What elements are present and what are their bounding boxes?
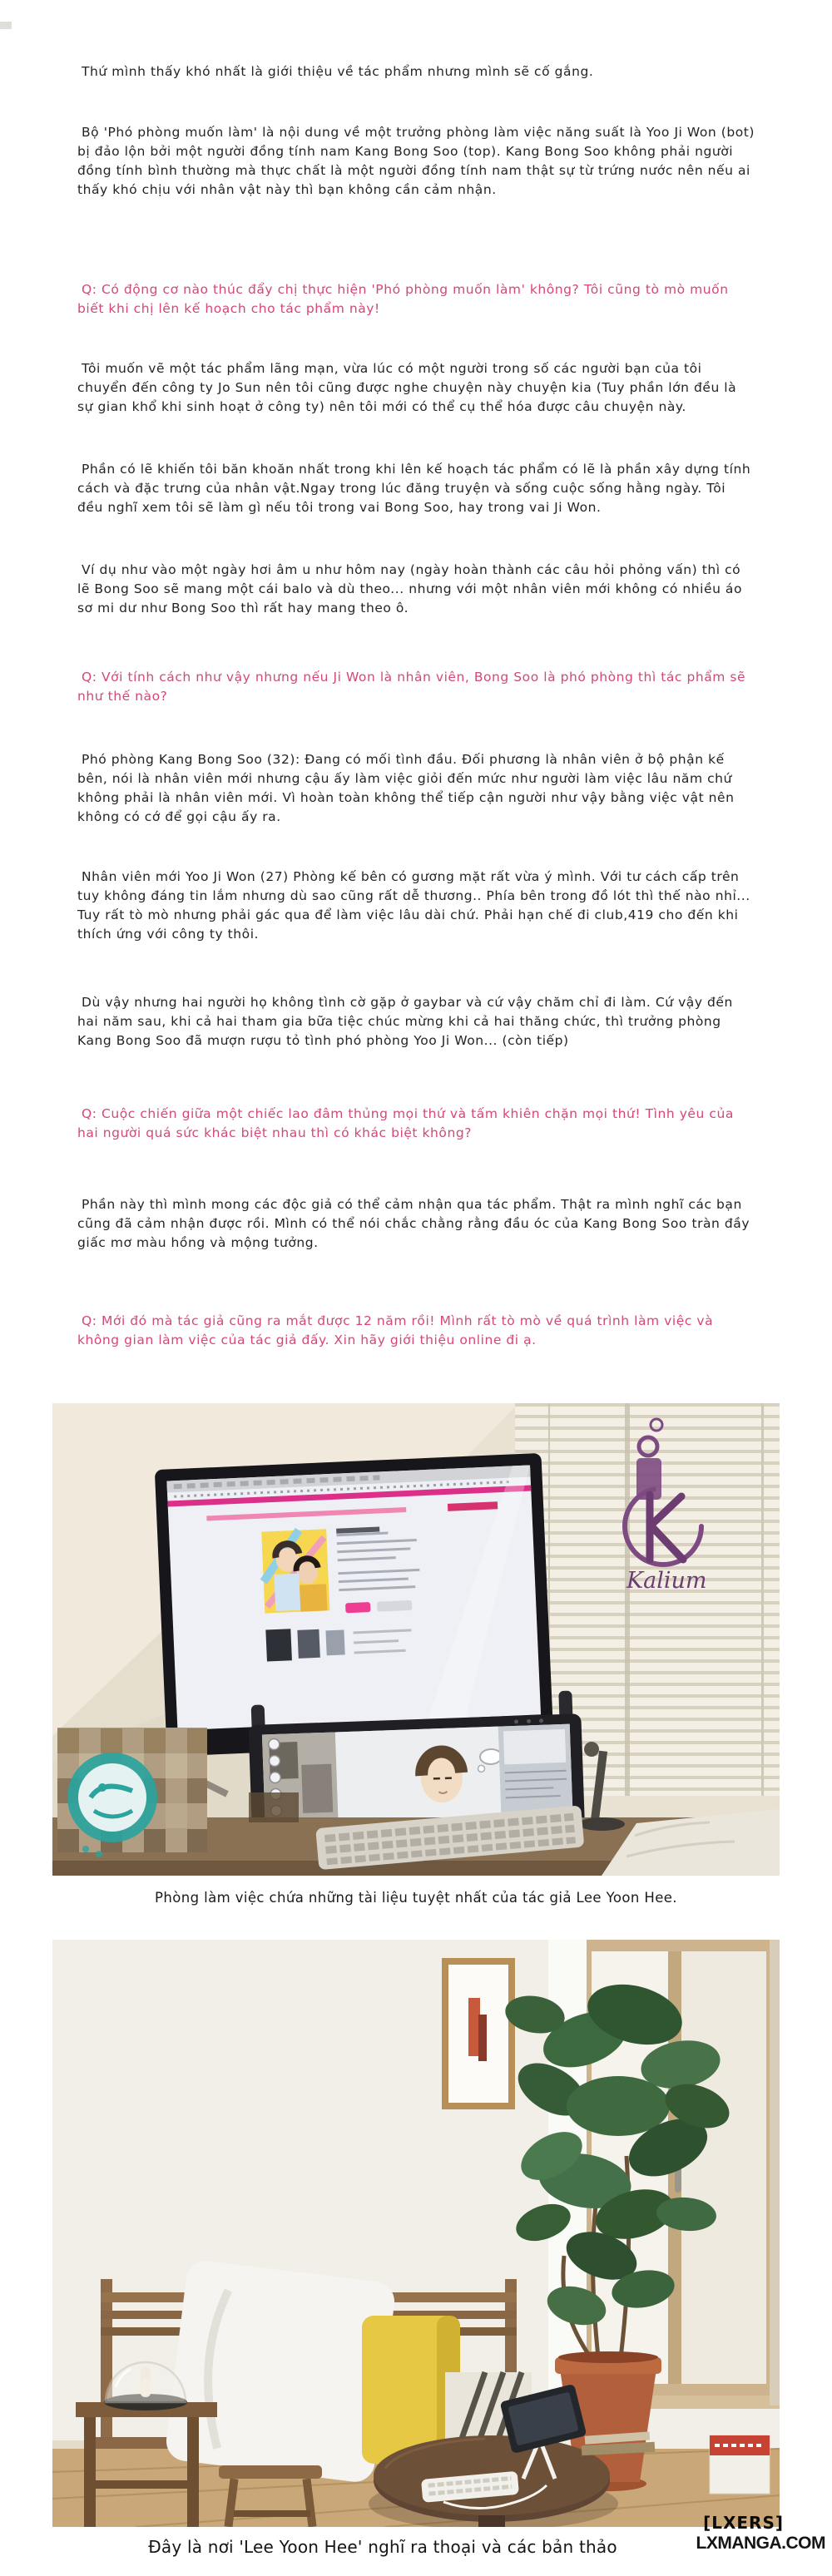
answer-paragraph-7: Nhân viên mới Yoo Ji Won (27) Phòng kế bên có gương mặt rất vừa ý mình. Với tư cách cấp trên tuy không đáng tin lắm nhưng dù sao cũng rất dễ thương.. Phía bên trong đồ lót thì thế nào nhỉ... Tuy rất tò mò nhưng phải gác qua để làm việc lâu dài chứ. Phải hạn chế đi club,419 cho đến khi thích ứng với công ty thôi.: [77, 869, 750, 942]
answer-paragraph-3: Tôi muốn vẽ một tác phẩm lãng mạn, vừa lúc có một người trong số các người bạn của tôi chuyển đến công ty Jo Sun nên tôi cũng được nghe chuyện này chuyện kia (Tuy phần lớn đều là sự gian khổ khi sinh hoạt ở công ty) nên tôi mới có thể cụ thể hóa được câu chuyện này.: [77, 361, 737, 414]
kalium-watermark-text: Kalium: [626, 1568, 707, 1594]
workspace-photo-caption: Phòng làm việc chứa những tài liệu tuyệt nhất của tác giả Lee Yoon Hee.: [155, 1890, 677, 1906]
storage-box: [710, 2435, 770, 2494]
monitor: [155, 1453, 554, 1757]
webtoon-cover-thumbnail: [261, 1529, 329, 1613]
white-cushion: [164, 2259, 397, 2485]
workspace-photo: [52, 1403, 780, 1876]
webpage-pink-button: [345, 1602, 370, 1613]
answer-paragraph-2: Bộ 'Phó phòng muốn làm' là nội dung về một trưởng phòng làm việc năng suất là Yoo Ji Won (bot) bị đảo lộn bởi một người đồng tính nam Kang Bong Soo (top). Kang Bong Soo không phải người đồng tính bình thường mà thực chất là một người đồng tính nam thật sự từ trứng nước nên nếu ai thấy khó chịu với nhân vật này thì bạn không cần cảm nhận.: [77, 125, 755, 197]
question-paragraph-4: Q: Mới đó mà tác giả cũng ra mắt được 12 năm rồi! Mình rất tò mò về quá trình làm việc và không gian làm việc của tác giả đấy. Xin hãy giới thiệu online đi ạ.: [77, 1313, 714, 1347]
site-watermark: LXMANGA.COM: [696, 2534, 825, 2553]
livingroom-photo: [52, 1940, 780, 2527]
question-paragraph-2: Q: Với tính cách như vậy nhưng nếu Ji Won là nhân viên, Bong Soo là phó phòng thì tác phẩm sẽ như thế nào?: [77, 670, 746, 704]
answer-paragraph-9: Phần này thì mình mong các độc giả có thể cảm nhận qua tác phẩm. Thật ra mình nghĩ các bạn cũng đã cảm nhận được rồi. Mình có thể nói chắc chằng rằng đầu óc của Kang Bong Soo tràn đầy giấc mơ màu hồng và mộng tưởng.: [77, 1197, 750, 1250]
picture-frame: [442, 1958, 515, 2109]
answer-paragraph-6: Phó phòng Kang Bong Soo (32): Đang có mối tình đầu. Đối phương là nhân viên ở bộ phận kế bên, nói là nhân viên mới nhưng cậu ấy làm việc giỏi đến mức như người làm việc lâu năm chứ không phải là nhân viên mới. Vì hoàn toàn không thể tiếp cận người như vậy bằng việc vật nên không có cớ để gọi cậu ấy ra.: [77, 752, 735, 824]
answer-paragraph-8: Dù vậy nhưng hai người họ không tình cờ gặp ở gaybar và cứ vậy chăm chỉ đi làm. Cứ vậy đến hai năm sau, khi cả hai tham gia bữa tiệc chúc mừng khi cả hai thăng chức, thì trưởng phòng Kang Bong Soo đã mượn rượu tỏ tình phó phòng Yoo Ji Won... (còn tiếp): [77, 995, 733, 1048]
question-paragraph-3: Q: Cuộc chiến giữa một chiếc lao đâm thủng mọi thứ và tấm khiên chặn mọi thứ! Tình yêu của hai người quá sức khác biệt nhau thì có khác biệt không?: [77, 1106, 734, 1140]
answer-paragraph-5: Ví dụ như vào một ngày hơi âm u như hôm nay (ngày hoàn thành các câu hỏi phỏng vấn) thì có lẽ Bong Soo sẽ mang một cái balo và dù theo... nhưng với một nhân viên mới không có nhiều áo sơ mi dư như Bong Soo thì rất hay mang theo ô.: [77, 562, 743, 616]
question-paragraph-1: Q: Có động cơ nào thúc đẩy chị thực hiện 'Phó phòng muốn làm' không? Tôi cũng tò mò muốn biết khi chị lên kế hoạch cho tác phẩm này!: [77, 282, 729, 316]
answer-paragraph-1: Thứ mình thấy khó nhất là giới thiệu về tác phẩm nhưng mình sẽ cố gắng.: [82, 64, 594, 79]
scanlation-group-tag: [LXERS]: [703, 2513, 784, 2533]
answer-paragraph-4: Phần có lẽ khiến tôi băn khoăn nhất trong khi lên kế hoạch tác phẩm có lẽ là phần xây dựng tính cách và đặc trưng của nhân vật.Ngay trong lúc đăng truyện và sống cuộc sống hằng ngày. Tôi đều nghĩ xem tôi sẽ làm gì nếu tôi trong vai Bong Soo, hay trong vai Ji Won.: [77, 462, 751, 515]
scan-artifact: [0, 22, 12, 29]
livingroom-photo-caption: Đây là nơi 'Lee Yoon Hee' nghĩ ra thoại và các bản thảo: [148, 2537, 617, 2557]
